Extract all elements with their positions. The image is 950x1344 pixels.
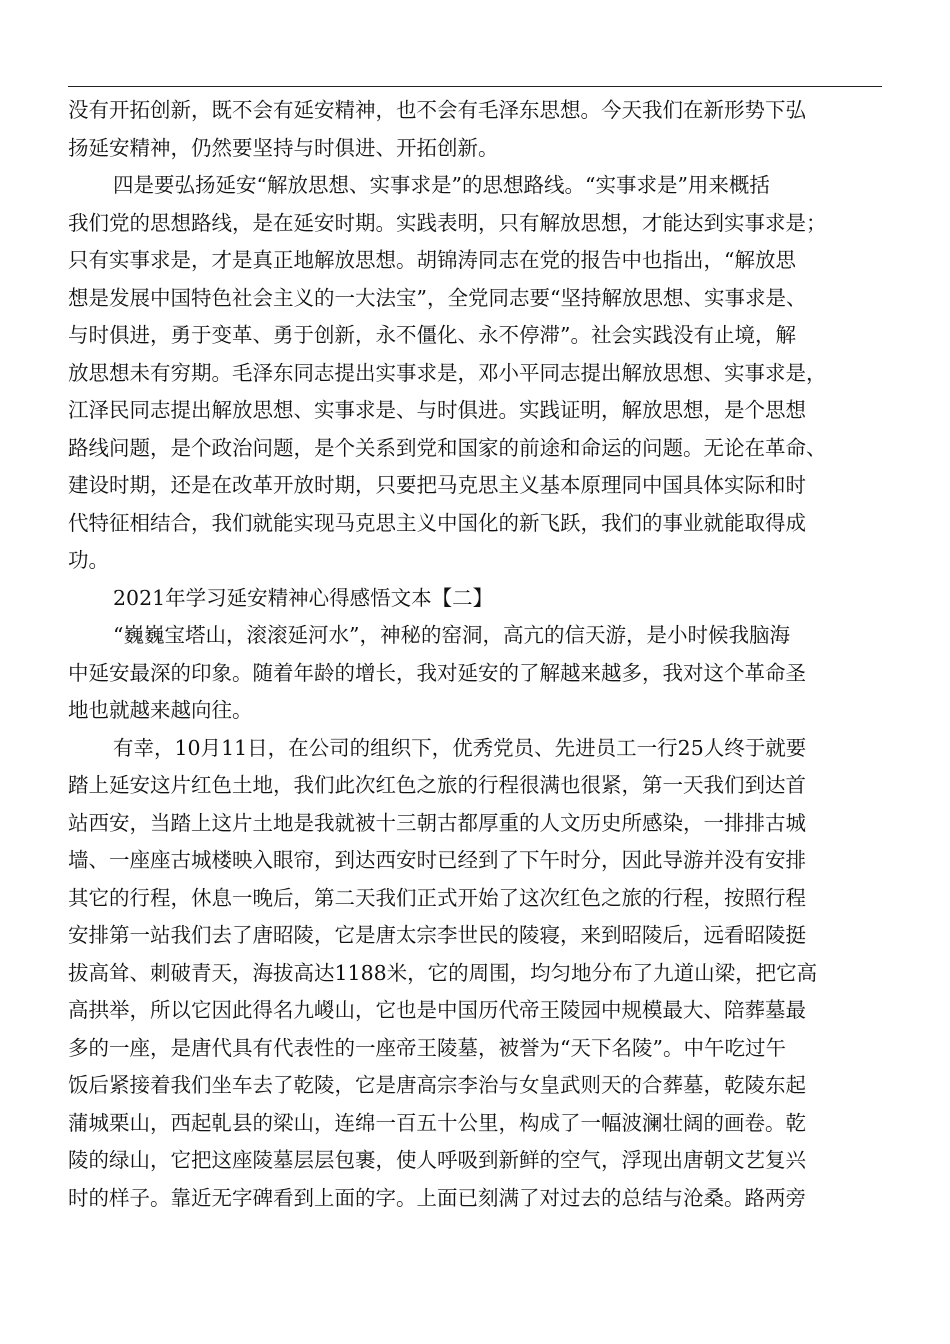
text-line: 地也就越来越向往。 [68, 698, 253, 722]
text-line: 与时俱进，勇于变革、勇于创新，永不僵化、永不停滞”。社会实践没有止境，解 [68, 323, 796, 347]
text-line: 蒲城栗山，西起乹县的梁山，连绵一百五十公里，构成了一幅波澜壮阔的画卷。乾 [68, 1110, 806, 1135]
text-line: 其它的行程，休息一晚后，第二天我们正式开始了这次红色之旅的行程，按照行程 [68, 885, 806, 910]
text-line: 扬延安精神，仍然要坚持与时俱进、开拓创新。 [68, 135, 499, 160]
text-line: 高拱举，所以它因此得名九嵕山，它也是中国历代帝王陵园中规模最大、陪葬墓最 [68, 998, 806, 1022]
text-line: 踏上延安这片红色土地，我们此次红色之旅的行程很满也很紧，第一天我们到达首 [68, 773, 806, 797]
text-line: 墙、一座座古城楼映入眼帘，到达西安时已经到了下午时分，因此导游并没有安排 [68, 848, 806, 872]
text-line: 时的样子。靠近无字碑看到上面的字。上面已刻满了对过去的总结与沧桑。路两旁 [68, 1185, 806, 1210]
text-line: 多的一座，是唐代具有代表性的一座帝王陵墓，被誉为“天下名陵”。中午吃过午 [68, 1035, 786, 1060]
text-line: 只有实事求是，才是真正地解放思想。胡锦涛同志在党的报告中也指出，“解放思 [68, 248, 796, 272]
text-line: 想是发展中国特色社会主义的一大法宝”，全党同志要“坚持解放思想、实事求是、 [68, 285, 807, 310]
text-line: 放思想未有穷期。毛泽东同志提出实事求是，邓小平同志提出解放思想、实事求是， [68, 360, 827, 385]
text-line: 功。 [68, 548, 109, 572]
text-line: 安排第一站我们去了唐昭陵，它是唐太宗李世民的陵寝，来到昭陵后，远看昭陵挺 [68, 923, 806, 947]
text-line: 站西安，当踏上这片土地是我就被十三朝古都厚重的人文历史所感染，一排排古城 [68, 810, 806, 835]
text-line: 有幸，10月11日，在公司的组织下，优秀党员、先进员工一行25人终于就要 [113, 735, 807, 760]
text-line: 拔高耸、刺破青天，海拔高达1188米，它的周围，均匀地分布了九道山梁，把它高 [68, 960, 818, 985]
text-line: “巍巍宝塔山，滚滚延河水”，神秘的窑洞，高亢的信天游，是小时候我脑海 [113, 623, 790, 647]
text-line: 没有开拓创新，既不会有延安精神，也不会有毛泽东思想。今天我们在新形势下弘 [68, 98, 806, 122]
text-line: 陵的绿山，它把这座陵墓层层包裹，使人呼吸到新鲜的空气，浮现出唐朝文艺复兴 [68, 1148, 806, 1172]
text-line: 路线问题，是个政治问题，是个关系到党和国家的前途和命运的问题。无论在革命、 [68, 435, 827, 460]
header-rule [68, 86, 882, 87]
text-line: 建设时期，还是在改革开放时期，只要把马克思主义基本原理同中国具体实际和时 [68, 473, 806, 497]
text-line: 2021年学习延安精神心得感悟文本【二】 [113, 585, 494, 610]
document-body [68, 92, 888, 1217]
text-line: 我们党的思想路线，是在延安时期。实践表明，只有解放思想，才能达到实事求是； [68, 210, 827, 235]
text-line: 饭后紧接着我们坐车去了乾陵，它是唐高宗李治与女皇武则天的合葬墓，乾陵东起 [68, 1073, 806, 1097]
text-line: 中延安最深的印象。随着年龄的增长，我对延安的了解越来越多，我对这个革命圣 [68, 660, 806, 685]
text-line: 代特征相结合，我们就能实现马克思主义中国化的新飞跃，我们的事业就能取得成 [68, 510, 806, 535]
text-line: 四是要弘扬延安“解放思想、实事求是”的思想路线。“实事求是”用来概括 [113, 173, 770, 197]
text-line: 江泽民同志提出解放思想、实事求是、与时俱进。实践证明，解放思想，是个思想 [68, 398, 806, 422]
